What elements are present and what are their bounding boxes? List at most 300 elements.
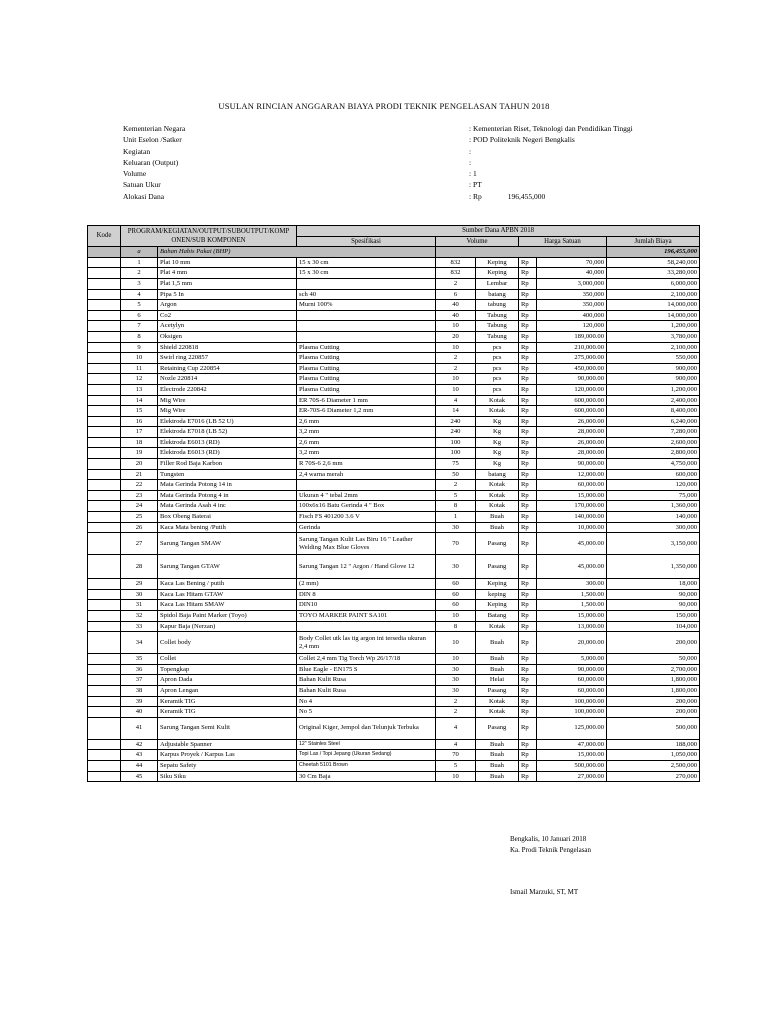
row-number: 4 <box>121 289 158 300</box>
row-total: 104,000 <box>607 621 700 632</box>
row-kode <box>88 771 121 782</box>
row-item-name: Karpus Proyek / Karpus Las <box>158 750 297 761</box>
row-spec: Bahan Kulit Rusa <box>297 675 436 686</box>
meta-value: : POD Politeknik Negeri Bengkalis <box>469 135 575 145</box>
row-currency: Rp <box>519 696 537 707</box>
row-currency: Rp <box>519 490 537 501</box>
row-total: 8,400,000 <box>607 406 700 417</box>
row-currency: Rp <box>519 707 537 718</box>
row-unit-price: 100,000.00 <box>537 696 607 707</box>
row-number: 25 <box>121 512 158 523</box>
row-total: 900,000 <box>607 363 700 374</box>
meta-value: : PT <box>469 180 482 190</box>
row-unit-price: 60,000.00 <box>537 480 607 491</box>
row-total: 500,000 <box>607 717 700 739</box>
row-total: 200,000 <box>607 632 700 654</box>
row-number: 8 <box>121 331 158 342</box>
header-sumber-dana: Sumber Dana APBN 2018 <box>297 226 700 237</box>
row-unit: Buah <box>476 760 519 771</box>
row-total: 50,000 <box>607 654 700 665</box>
row-number: 16 <box>121 416 158 427</box>
row-unit: Buah <box>476 512 519 523</box>
table-row <box>88 469 700 480</box>
row-number: 44 <box>121 760 158 771</box>
row-item-name: Retaining Cup 220854 <box>158 363 297 374</box>
row-kode <box>88 384 121 395</box>
row-kode <box>88 621 121 632</box>
row-currency: Rp <box>519 268 537 279</box>
meta-label: Keluaran (Output) <box>123 157 179 167</box>
row-unit: Kotak <box>476 395 519 406</box>
table-row <box>88 384 700 395</box>
row-item-name: Oksigen <box>158 331 297 342</box>
row-qty: 2 <box>436 480 476 491</box>
row-number: 22 <box>121 480 158 491</box>
table-row <box>88 533 700 555</box>
row-currency: Rp <box>519 300 537 311</box>
row-currency: Rp <box>519 480 537 491</box>
row-currency: Rp <box>519 664 537 675</box>
table-row <box>88 490 700 501</box>
row-item-name: Nozle 220814 <box>158 374 297 385</box>
row-item-name: Co2 <box>158 310 297 321</box>
table-row <box>88 342 700 353</box>
row-spec <box>297 621 436 632</box>
row-qty: 8 <box>436 501 476 512</box>
row-unit-price: 170,000.00 <box>537 501 607 512</box>
row-spec: 12" Stainles Steel <box>297 739 436 750</box>
row-unit-price: 350,000 <box>537 289 607 300</box>
row-qty: 2 <box>436 363 476 374</box>
row-unit-price: 15,000.00 <box>537 611 607 622</box>
row-unit: Buah <box>476 750 519 761</box>
row-unit: Tabung <box>476 331 519 342</box>
row-unit-price: 350,000 <box>537 300 607 311</box>
row-unit-price: 40,000 <box>537 268 607 279</box>
table-row <box>88 750 700 761</box>
row-kode <box>88 664 121 675</box>
row-item-name: Kaca Mata bening /Putih <box>158 522 297 533</box>
row-total: 900,000 <box>607 374 700 385</box>
row-kode <box>88 406 121 417</box>
table-row <box>88 717 700 739</box>
row-qty: 60 <box>436 589 476 600</box>
row-currency: Rp <box>519 459 537 470</box>
row-total: 1,800,000 <box>607 685 700 696</box>
budget-table <box>87 225 700 782</box>
row-qty: 70 <box>436 533 476 555</box>
row-item-name: Sepatu Safety <box>158 760 297 771</box>
table-row <box>88 675 700 686</box>
row-unit: Kotak <box>476 621 519 632</box>
row-currency: Rp <box>519 363 537 374</box>
row-qty: 6 <box>436 289 476 300</box>
row-unit-price: 10,000.00 <box>537 522 607 533</box>
row-unit: Buah <box>476 739 519 750</box>
row-qty: 2 <box>436 278 476 289</box>
category-blank <box>88 247 121 258</box>
meta-value: : <box>469 157 472 167</box>
row-spec: 2,6 mm <box>297 437 436 448</box>
row-item-name: Sarung Tangan GTAW <box>158 555 297 579</box>
row-kode <box>88 522 121 533</box>
row-qty: 4 <box>436 717 476 739</box>
row-unit: Lembar <box>476 278 519 289</box>
row-number: 40 <box>121 707 158 718</box>
table-row <box>88 654 700 665</box>
table-row <box>88 448 700 459</box>
row-kode <box>88 427 121 438</box>
row-total: 14,000,000 <box>607 300 700 311</box>
row-unit: Kg <box>476 448 519 459</box>
row-kode <box>88 353 121 364</box>
row-currency: Rp <box>519 437 537 448</box>
row-item-name: Kapur Baja (Nerzan) <box>158 621 297 632</box>
table-row <box>88 331 700 342</box>
row-kode <box>88 480 121 491</box>
row-kode <box>88 363 121 374</box>
row-item-name: Box Obeng Baterai <box>158 512 297 523</box>
row-qty: 10 <box>436 384 476 395</box>
row-item-name: Kaca Las Hitam GTAW <box>158 589 297 600</box>
row-item-name: Collet <box>158 654 297 665</box>
row-total: 2,600,000 <box>607 437 700 448</box>
row-number: 11 <box>121 363 158 374</box>
row-currency: Rp <box>519 469 537 480</box>
row-spec: 100x6x16 Batu Gerinda 4 " Box <box>297 501 436 512</box>
row-qty: 10 <box>436 342 476 353</box>
row-unit: Kotak <box>476 696 519 707</box>
row-total: 3,780,000 <box>607 331 700 342</box>
row-item-name: Swirl ring 220857 <box>158 353 297 364</box>
table-row <box>88 289 700 300</box>
row-unit-price: 26,000.00 <box>537 416 607 427</box>
row-qty: 5 <box>436 490 476 501</box>
row-unit: Tabung <box>476 310 519 321</box>
row-kode <box>88 300 121 311</box>
row-item-name: Plat 1,5 mm <box>158 278 297 289</box>
row-currency: Rp <box>519 353 537 364</box>
row-currency: Rp <box>519 611 537 622</box>
row-number: 24 <box>121 501 158 512</box>
row-number: 21 <box>121 469 158 480</box>
row-currency: Rp <box>519 331 537 342</box>
row-kode <box>88 490 121 501</box>
row-kode <box>88 331 121 342</box>
row-currency: Rp <box>519 522 537 533</box>
row-item-name: Pipa 5 In <box>158 289 297 300</box>
row-unit-price: 120,000 <box>537 321 607 332</box>
row-unit: Buah <box>476 664 519 675</box>
row-unit-price: 28,000.00 <box>537 427 607 438</box>
table-row <box>88 600 700 611</box>
row-unit-price: 5,000.00 <box>537 654 607 665</box>
document-title: USULAN RINCIAN ANGGARAN BIAYA PRODI TEKNIK PENGELASAN TAHUN 2018 <box>218 101 550 111</box>
row-item-name: Topengkap <box>158 664 297 675</box>
row-unit: Kg <box>476 437 519 448</box>
row-qty: 832 <box>436 268 476 279</box>
row-number: 26 <box>121 522 158 533</box>
row-kode <box>88 459 121 470</box>
row-spec <box>297 310 436 321</box>
category-total: 196,455,000 <box>607 247 700 258</box>
row-kode <box>88 696 121 707</box>
row-unit: Buah <box>476 522 519 533</box>
row-spec: DIN 8 <box>297 589 436 600</box>
row-total: 1,360,000 <box>607 501 700 512</box>
row-unit-price: 47,000.00 <box>537 739 607 750</box>
row-total: 6,000,000 <box>607 278 700 289</box>
row-spec: 3,2 mm <box>297 427 436 438</box>
row-item-name: Acetylyn <box>158 321 297 332</box>
row-number: 12 <box>121 374 158 385</box>
row-qty: 100 <box>436 448 476 459</box>
row-total: 2,800,000 <box>607 448 700 459</box>
row-number: 1 <box>121 257 158 268</box>
row-spec: Plasma Cutting <box>297 363 436 374</box>
row-unit: Buah <box>476 654 519 665</box>
row-spec: 15 x 30 cm <box>297 257 436 268</box>
row-total: 58,240,000 <box>607 257 700 268</box>
row-unit-price: 3,000,000 <box>537 278 607 289</box>
row-total: 120,000 <box>607 480 700 491</box>
row-kode <box>88 717 121 739</box>
table-row <box>88 278 700 289</box>
row-kode <box>88 632 121 654</box>
row-qty: 1 <box>436 512 476 523</box>
row-currency: Rp <box>519 289 537 300</box>
row-spec <box>297 321 436 332</box>
row-kode <box>88 310 121 321</box>
meta-value: : 1 <box>469 169 477 179</box>
row-kode <box>88 448 121 459</box>
row-total: 550,000 <box>607 353 700 364</box>
row-unit: keping <box>476 589 519 600</box>
row-unit-price: 28,000.00 <box>537 448 607 459</box>
row-qty: 832 <box>436 257 476 268</box>
row-number: 37 <box>121 675 158 686</box>
row-spec: R 70S-6 2,6 mm <box>297 459 436 470</box>
row-qty: 240 <box>436 416 476 427</box>
row-unit: pcs <box>476 363 519 374</box>
row-item-name: Plat 4 mm <box>158 268 297 279</box>
row-kode <box>88 469 121 480</box>
header-program: PROGRAM/KEGIATAN/OUTPUT/SUBOUTPUT/KOMP ONEN/SUB KOMPONEN <box>121 226 297 247</box>
row-unit: Kg <box>476 416 519 427</box>
meta-label: Volume <box>123 169 147 179</box>
row-item-name: Argon <box>158 300 297 311</box>
row-unit: Pasang <box>476 533 519 555</box>
row-qty: 10 <box>436 321 476 332</box>
meta-value-allocation <box>469 191 739 202</box>
row-unit-price: 400,000 <box>537 310 607 321</box>
table-row <box>88 480 700 491</box>
row-spec: Collet 2,4 mm Tig Torch Wp 26/17/18 <box>297 654 436 665</box>
row-number: 9 <box>121 342 158 353</box>
row-unit: Kotak <box>476 480 519 491</box>
row-currency: Rp <box>519 579 537 590</box>
row-unit-price: 600,000.00 <box>537 406 607 417</box>
table-row <box>88 437 700 448</box>
table-body <box>88 247 700 782</box>
row-number: 30 <box>121 589 158 600</box>
row-kode <box>88 512 121 523</box>
header-spesifikasi: Spesifikasi <box>297 236 436 247</box>
category-spacer <box>436 247 607 258</box>
row-spec: Topi Las / Topi Jepang (Ukuran Sedang) <box>297 750 436 761</box>
row-item-name: Elektroda E6013 (RD) <box>158 437 297 448</box>
row-total: 4,750,000 <box>607 459 700 470</box>
row-total: 2,700,000 <box>607 664 700 675</box>
budget-table-wrapper <box>87 225 699 782</box>
table-row <box>88 621 700 632</box>
row-unit: pcs <box>476 353 519 364</box>
row-item-name: Shield 220818 <box>158 342 297 353</box>
row-total: 2,100,000 <box>607 342 700 353</box>
row-kode <box>88 707 121 718</box>
row-item-name: Electrode 220842 <box>158 384 297 395</box>
table-row <box>88 257 700 268</box>
meta-label: Alokasi Dana <box>123 191 165 201</box>
header-volume: Volume <box>436 236 519 247</box>
row-unit-price: 500,000.00 <box>537 760 607 771</box>
row-unit: batang <box>476 469 519 480</box>
row-unit: Pasang <box>476 717 519 739</box>
row-currency: Rp <box>519 750 537 761</box>
row-currency: Rp <box>519 739 537 750</box>
row-kode <box>88 374 121 385</box>
row-kode <box>88 611 121 622</box>
row-total: 90,000 <box>607 589 700 600</box>
category-row <box>88 247 700 258</box>
row-total: 270,000 <box>607 771 700 782</box>
row-currency: Rp <box>519 501 537 512</box>
row-spec: ER-70S-6 Diameter 1,2 mm <box>297 406 436 417</box>
row-number: 39 <box>121 696 158 707</box>
row-total: 3,150,000 <box>607 533 700 555</box>
row-qty: 70 <box>436 750 476 761</box>
row-item-name: Mata Gerinda Potong 14 in <box>158 480 297 491</box>
table-row <box>88 707 700 718</box>
row-unit: Kotak <box>476 707 519 718</box>
meta-values <box>469 123 739 202</box>
row-item-name: Mig Wire <box>158 395 297 406</box>
row-number: 15 <box>121 406 158 417</box>
table-row <box>88 522 700 533</box>
row-currency: Rp <box>519 654 537 665</box>
row-unit-price: 12,000.00 <box>537 469 607 480</box>
row-unit: batang <box>476 289 519 300</box>
row-currency: Rp <box>519 321 537 332</box>
row-total: 33,280,000 <box>607 268 700 279</box>
row-unit-price: 275,000.00 <box>537 353 607 364</box>
row-number: 10 <box>121 353 158 364</box>
row-spec: TOYO MARKER PAINT SA101 <box>297 611 436 622</box>
row-qty: 10 <box>436 654 476 665</box>
row-unit-price: 45,000.00 <box>537 533 607 555</box>
row-unit: pcs <box>476 384 519 395</box>
row-spec <box>297 331 436 342</box>
row-qty: 5 <box>436 760 476 771</box>
row-kode <box>88 654 121 665</box>
row-currency: Rp <box>519 342 537 353</box>
row-number: 13 <box>121 384 158 395</box>
row-kode <box>88 278 121 289</box>
row-item-name: Filler Rod Baja Karbon <box>158 459 297 470</box>
row-currency: Rp <box>519 675 537 686</box>
row-currency: Rp <box>519 257 537 268</box>
row-kode <box>88 268 121 279</box>
row-kode <box>88 739 121 750</box>
row-kode <box>88 533 121 555</box>
row-spec: Gerinda <box>297 522 436 533</box>
category-code: a <box>121 247 158 258</box>
row-qty: 10 <box>436 374 476 385</box>
row-total: 1,200,000 <box>607 384 700 395</box>
row-item-name: Keramik TIG <box>158 696 297 707</box>
row-spec: Plasma Cutting <box>297 384 436 395</box>
row-currency: Rp <box>519 555 537 579</box>
meta-value: : Rp <box>469 191 482 201</box>
row-unit-price: 210,000.00 <box>537 342 607 353</box>
row-currency: Rp <box>519 448 537 459</box>
row-unit: Batang <box>476 611 519 622</box>
signature-place-date: Bengkalis, 10 Januari 2018 <box>510 835 587 843</box>
row-qty: 30 <box>436 522 476 533</box>
row-number: 42 <box>121 739 158 750</box>
table-row <box>88 632 700 654</box>
row-unit-price: 45,000.00 <box>537 555 607 579</box>
row-qty: 40 <box>436 310 476 321</box>
row-unit: pcs <box>476 374 519 385</box>
row-number: 3 <box>121 278 158 289</box>
row-number: 35 <box>121 654 158 665</box>
row-total: 600,000 <box>607 469 700 480</box>
row-spec: Original Kiger, Jempol dan Telunjuk Terbuka <box>297 717 436 739</box>
row-item-name: Kaca Las Hitam SMAW <box>158 600 297 611</box>
row-unit: Kotak <box>476 490 519 501</box>
row-total: 1,350,000 <box>607 555 700 579</box>
row-unit-price: 90,000.00 <box>537 459 607 470</box>
row-unit-price: 125,000.00 <box>537 717 607 739</box>
row-currency: Rp <box>519 717 537 739</box>
row-spec: (2 mm) <box>297 579 436 590</box>
row-spec: Sarung Tangan 12 " Argon / Hand Glove 12 <box>297 555 436 579</box>
row-number: 29 <box>121 579 158 590</box>
row-qty: 60 <box>436 579 476 590</box>
meta-label: Kementerian Negara <box>123 124 186 133</box>
row-total: 6,240,000 <box>607 416 700 427</box>
row-item-name: Apron Dada <box>158 675 297 686</box>
row-total: 200,000 <box>607 707 700 718</box>
row-item-name: Tungsten <box>158 469 297 480</box>
row-currency: Rp <box>519 632 537 654</box>
row-kode <box>88 750 121 761</box>
row-total: 150,000 <box>607 611 700 622</box>
row-spec: 15 x 30 cm <box>297 268 436 279</box>
row-currency: Rp <box>519 310 537 321</box>
row-unit-price: 60,000.00 <box>537 675 607 686</box>
row-currency: Rp <box>519 374 537 385</box>
row-qty: 240 <box>436 427 476 438</box>
row-qty: 2 <box>436 707 476 718</box>
table-row <box>88 363 700 374</box>
table-row <box>88 374 700 385</box>
table-row <box>88 310 700 321</box>
meta-value: : Kementerian Riset, Teknologi dan Pendidikan Tinggi <box>469 124 633 133</box>
row-kode <box>88 760 121 771</box>
row-item-name: Mata Gerinda Asah 4 inc <box>158 501 297 512</box>
